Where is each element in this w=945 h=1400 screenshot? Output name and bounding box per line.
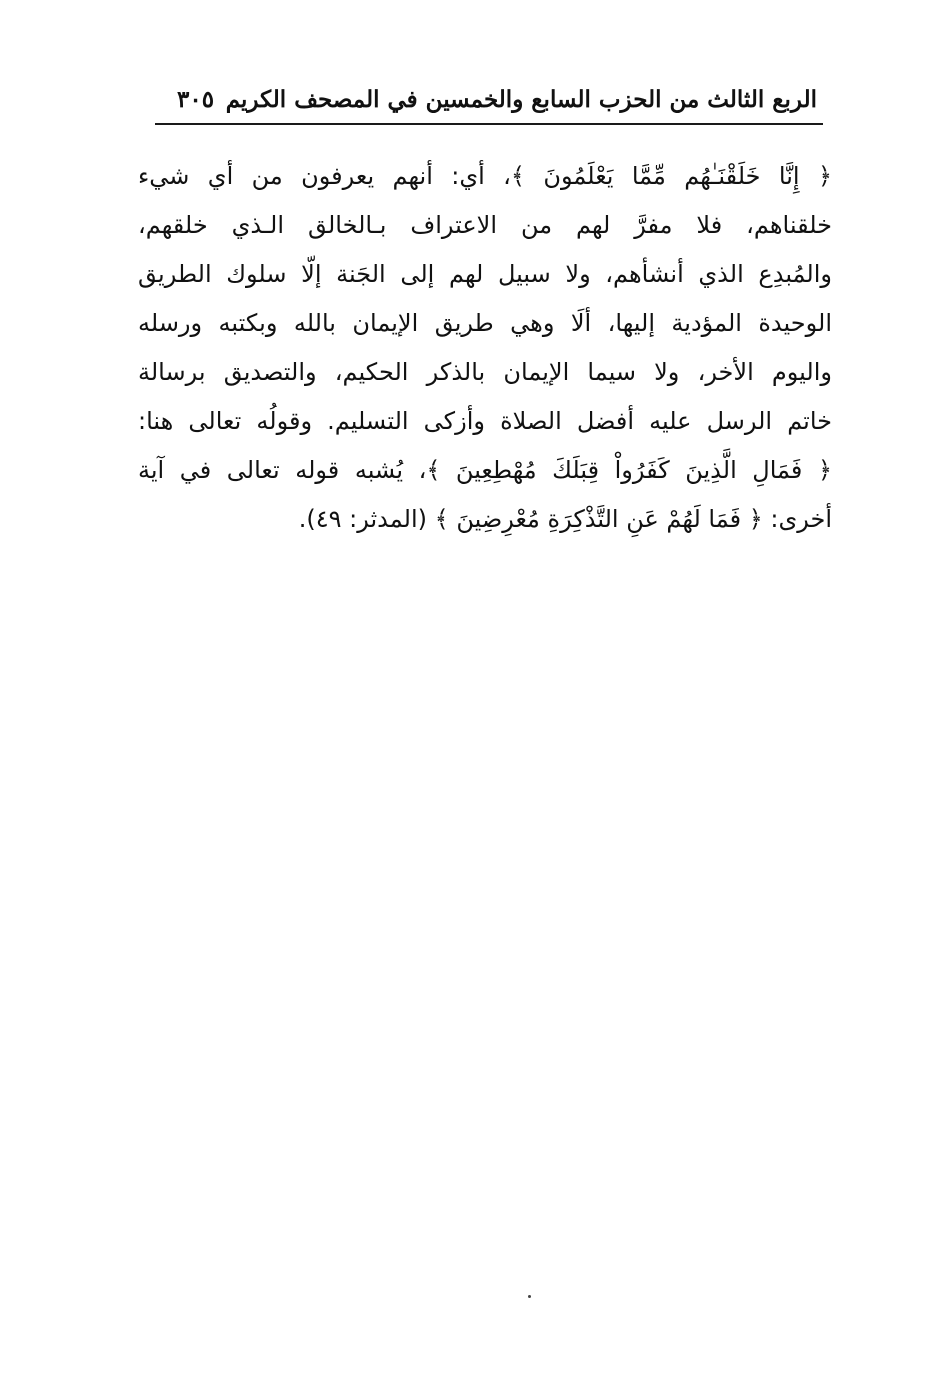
header-divider — [155, 123, 823, 125]
text-line: واليوم الأخر، ولا سيما الإيمان بالذكر الحكيم، والتصديق برسالة — [138, 358, 832, 386]
page-number: ٣٠٥ — [177, 86, 215, 113]
page-header — [155, 80, 823, 124]
text-line: ﴿ فَمَالِ الَّذِينَ كَفَرُواْ قِبَلَكَ مُهْطِعِينَ ﴾، يُشبه قوله تعالى في آية — [138, 456, 832, 484]
text-line: خاتم الرسل عليه أفضل الصلاة وأزكى التسليم. وقولُه تعالى هنا: — [138, 407, 832, 435]
text-line: ﴿ إِنَّا خَلَقْنَـٰهُم مِّمَّا يَعْلَمُونَ ﴾، أي: أنهم يعرفون من أي شيء — [138, 162, 832, 190]
body-paragraph — [138, 152, 832, 544]
text-line: أخرى: ﴿ فَمَا لَهُمْ عَنِ التَّذْكِرَةِ مُعْرِضِينَ ﴾ (المدثر: ٤٩). — [298, 505, 832, 533]
text-line: خلقناهم، فلا مفرَّ لهم من الاعتراف بـالخالق الـذي خلقهم، — [138, 211, 832, 239]
text-line: الوحيدة المؤدية إليها، ألَا وهي طريق الإيمان بالله وبكتبه ورسله — [138, 309, 832, 337]
scan-speck — [528, 1295, 531, 1298]
running-header-title: الربع الثالث من الحزب السابع والخمسين في المصحف الكريم — [225, 86, 817, 113]
text-line: والمُبدِع الذي أنشأهم، ولا سبيل لهم إلى الجَنة إلّا سلوك الطريق — [138, 260, 832, 288]
